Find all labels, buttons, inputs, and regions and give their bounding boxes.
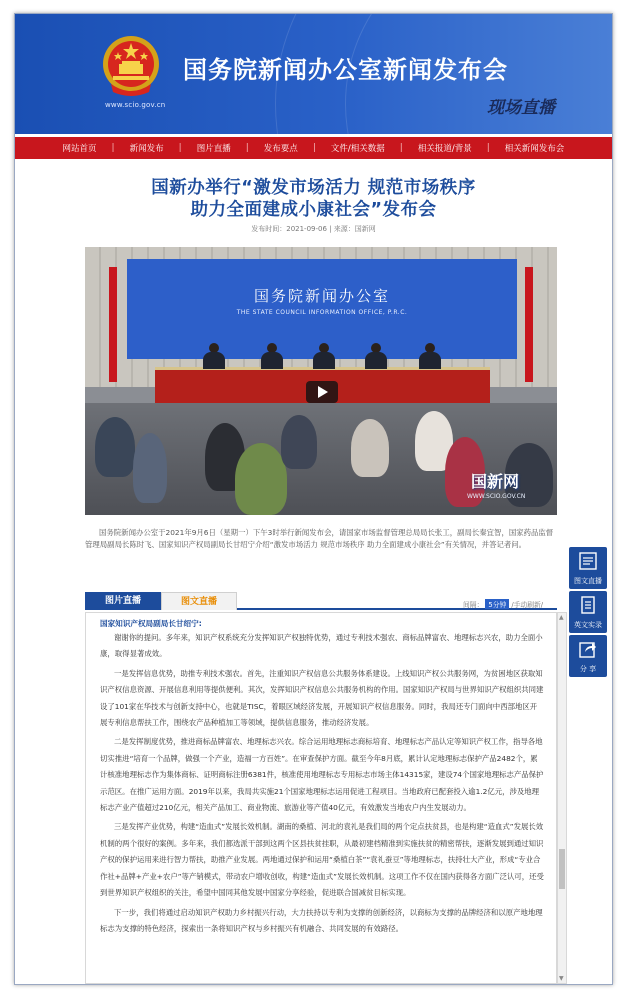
site-header xyxy=(15,14,612,134)
side-button-english-transcript[interactable] xyxy=(569,591,607,633)
site-title[interactable]: 国务院新闻办公室新闻发布会 xyxy=(183,56,508,84)
speaker-figure xyxy=(313,343,335,369)
play-icon[interactable] xyxy=(306,381,338,403)
nav-item-related-conferences[interactable]: 相关新闻发布会 xyxy=(504,144,565,154)
video-screen-title: 国务院新闻办公室 xyxy=(253,287,390,305)
article-title-line2: 助力全面建成小康社会”发布会 xyxy=(190,200,437,220)
side-label: 分 享 xyxy=(579,665,597,673)
tab-photo-live[interactable]: 图片直播 xyxy=(85,592,161,610)
nav-divider: | xyxy=(399,143,403,153)
audience-figure xyxy=(95,417,135,477)
audience-figure xyxy=(351,419,389,477)
share-icon xyxy=(579,640,597,658)
nav-divider: | xyxy=(312,143,316,153)
watermark-logo: 国新网 xyxy=(471,472,520,491)
manual-refresh-link[interactable]: /手动刷新/ xyxy=(511,601,544,609)
flag xyxy=(109,267,117,382)
side-button-live-text[interactable] xyxy=(569,547,607,589)
meta-divider: | xyxy=(329,225,334,233)
nav-item-key-points[interactable]: 发布要点 xyxy=(263,144,298,154)
live-text-panel[interactable] xyxy=(85,612,557,984)
live-text-icon xyxy=(579,552,597,570)
speaker-figure xyxy=(203,343,225,369)
flag xyxy=(525,267,533,382)
site-url: www.scio.gov.cn xyxy=(105,101,166,109)
refresh-controls xyxy=(463,599,543,609)
video-player[interactable] xyxy=(85,247,557,515)
nav-item-photo-live[interactable]: 图片直播 xyxy=(196,144,231,154)
main-nav xyxy=(15,137,612,159)
audience-figure xyxy=(133,433,167,503)
panel-scrollbar[interactable] xyxy=(557,612,567,984)
watermark-url: WWW.SCIO.GOV.CN xyxy=(467,493,526,500)
nav-divider: | xyxy=(178,143,182,153)
live-paragraph: 下一步，我们将通过启动知识产权助力乡村振兴行动，大力扶持以专利为支撑的创新经济，以商标为支撑的品牌经济和以原产地地理标志为支撑的特色经济，探索出一条将知识产权与乡村振兴有机融合、共同发展的有效路径。 xyxy=(100,907,543,933)
nav-item-news-release[interactable]: 新闻发布 xyxy=(129,144,164,154)
document-icon xyxy=(579,596,597,614)
source-label: 来源： xyxy=(333,225,355,233)
live-paragraph: 三是发挥产业优势，构建“造血式”发展长效机制。湖南的桑植、河北的袁礼是我们局的两个定点扶贫县，也是构建“造血式”发展长效机制的两个很好的案例。多年来，我们都选派干部到这两个区县扶贫挂职，从最初建档精准到实施扶贫的精密帮扶，逐渐发展到通过知识产权的保护运用来进行智力帮扶，助推产业发展。两地通过保护和运用“桑植白茶”“袁礼蚕豆”等地理标志，扶持壮大产业，形成“专业合作社+品牌+产业+农户”等产销模式，带动农户增收创收，构建“造血式”发展长效机制。这项工作不仅在国内获得各方面广泛认可，还受到世界知识产权组织的关注，希望中国同其他发展中国家分享经验，促进联合国减贫目标实现。 xyxy=(100,822,544,898)
refresh-interval-select[interactable]: 5分钟 xyxy=(485,599,509,609)
scrollbar-thumb[interactable] xyxy=(559,849,565,889)
tab-text-live[interactable]: 图文直播 xyxy=(161,592,237,610)
page-frame xyxy=(14,13,613,985)
side-label: 图文直播 xyxy=(574,577,602,585)
speaker-figure xyxy=(365,343,387,369)
time-label: 发布时间： xyxy=(251,225,287,233)
nav-divider: | xyxy=(111,143,115,153)
article-title-line1: 国新办举行“激发市场活力 规范市场秩序 xyxy=(151,178,476,198)
speaker-figure xyxy=(419,343,441,369)
source-value: 国新网 xyxy=(354,225,376,233)
article-meta xyxy=(15,224,612,234)
nav-item-home[interactable]: 网站首页 xyxy=(62,144,97,154)
national-emblem-icon[interactable] xyxy=(101,34,161,98)
side-label: 英文实录 xyxy=(574,621,602,629)
live-paragraph: 谢谢你的提问。多年来，知识产权系统充分发挥知识产权独特优势，通过专利技术强农、商标品牌富农、地理标志兴农，助力全面小康，取得显著成效。 xyxy=(100,633,543,659)
nav-item-reports[interactable]: 相关报道/背景 xyxy=(417,144,472,154)
live-label: 现场直播 xyxy=(487,98,555,118)
live-paragraph: 一是发挥信息优势，助推专利技术强农。首先，注重知识产权信息公共服务体系建设。上线知识产权公共服务网，为贫困地区获取知识产权信息资源、开展信息利用等提供便利。其次，发挥知识产权信息公共服务机构的作用。国家知识产权局与世界知识产权组织共同建设了101家在华技术与创新支持中心，也就是TISC，着眼区域经济发展，开展知识产权信息服务。同时，我局还专门面向中西部地区开展专利信息帮扶工作，围绕农产品种植加工等领域，提供信息服务，推动经济发展。 xyxy=(100,668,544,728)
live-paragraph: 二是发挥制度优势，推进商标品牌富农、地理标志兴农。综合运用地理标志商标培育、地理标志产品认定等知识产权工作，指导各地切实推进“培育一个品牌，做强一个产业，造福一方百姓”。在审查保护方面。截至今年8月底，累计认定地理标志保护产品2482个，累计核准地理标志作为集体商标、证明商标注册6381件，核准使用地理标志专用标志市场主体14315家，建设74个国家地理标志产品保护示范区。在推广运用方面。2019年以来，我局共实施21个国家地理标志运用促进工程项目。当地政府已配套投入逾1.2亿元，涉及地理标志产业产值超过210亿元，相关产品加工、商业物流、旅游业等产值40亿元，有效激发当地农户内生发展动力。 xyxy=(100,737,544,813)
video-screen-subtitle: THE STATE COUNCIL INFORMATION OFFICE, P.R.C. xyxy=(236,309,408,316)
nav-item-documents[interactable]: 文件/相关数据 xyxy=(330,144,385,154)
scroll-down-icon[interactable]: ▼ xyxy=(559,975,564,982)
audience-figure xyxy=(281,415,317,469)
time-value: 2021-09-06 xyxy=(286,225,327,233)
speaker-figure xyxy=(261,343,283,369)
refresh-label: 间隔： xyxy=(463,601,484,609)
audience-figure xyxy=(235,443,287,515)
nav-divider: | xyxy=(245,143,249,153)
video-caption: 国务院新闻办公室于2021年9月6日（星期一）下午3时举行新闻发布会，请国家市场监督管理总局局长张工，副局长秦宜智，国家药品监督管理局副局长陈时飞、国家知识产权局副局长甘绍宁介绍“激发市场活力 规范市场秩序 助力全面建成小康社会”有关情况，并答记者问。 xyxy=(85,528,554,549)
speaker-name: 国家知识产权局副局长甘绍宁: xyxy=(100,619,202,628)
nav-divider: | xyxy=(486,143,490,153)
side-button-share[interactable] xyxy=(569,635,607,677)
scroll-up-icon[interactable]: ▲ xyxy=(559,614,564,621)
